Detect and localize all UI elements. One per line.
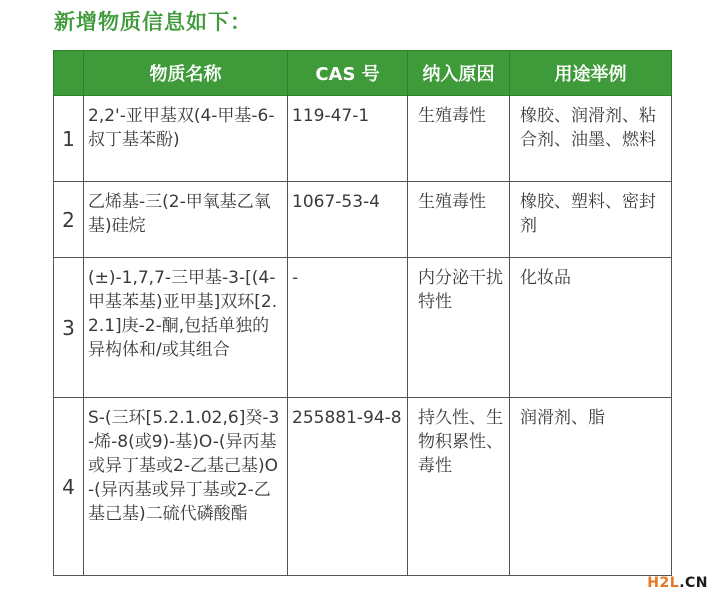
header-inclusion-reason: 纳入原因: [408, 51, 510, 96]
substance-name: 乙烯基-三(2-甲氧基乙氧基)硅烷: [84, 182, 288, 258]
table-row: [54, 398, 672, 576]
cas-number: 255881-94-8: [288, 398, 408, 576]
inclusion-reason: 生殖毒性: [408, 182, 510, 258]
header-index: [54, 51, 84, 96]
substance-name: 2,2'-亚甲基双(4-甲基-6-叔丁基苯酚): [84, 96, 288, 182]
watermark-part-b: .CN: [679, 575, 708, 591]
substance-name: S-(三环[5.2.1.02,6]癸-3-烯-8(或9)-基)O-(异丙基或异丁基或2-乙基己基)O-(异丙基或异丁基或2-乙基己基)二硫代磷酸酯: [84, 398, 288, 576]
row-number: 2: [54, 182, 84, 258]
header-substance-name: 物质名称: [84, 51, 288, 96]
table-row: [54, 258, 672, 398]
row-number: 4: [54, 398, 84, 576]
inclusion-reason: 内分泌干扰特性: [408, 258, 510, 398]
use-examples: 化妆品: [510, 258, 672, 398]
header-use-examples: 用途举例: [510, 51, 672, 96]
substance-name: (±)-1,7,7-三甲基-3-[(4-甲基苯基)亚甲基]双环[2.2.1]庚-2-酮,包括单独的异构体和/或其组合: [84, 258, 288, 398]
cas-number: 119-47-1: [288, 96, 408, 182]
table-row: [54, 182, 672, 258]
section-heading: 新增物质信息如下：: [54, 10, 252, 34]
use-examples: 橡胶、塑料、密封剂: [510, 182, 672, 258]
use-examples: 润滑剂、脂: [510, 398, 672, 576]
cas-number: -: [288, 258, 408, 398]
table-row: [54, 96, 672, 182]
site-watermark: [647, 575, 708, 591]
inclusion-reason: 生殖毒性: [408, 96, 510, 182]
header-cas-number: CAS 号: [288, 51, 408, 96]
watermark-part-a: H2L: [647, 575, 680, 591]
row-number: 3: [54, 258, 84, 398]
row-number: 1: [54, 96, 84, 182]
inclusion-reason: 持久性、生物积累性、毒性: [408, 398, 510, 576]
cas-number: 1067-53-4: [288, 182, 408, 258]
use-examples: 橡胶、润滑剂、粘合剂、油墨、燃料: [510, 96, 672, 182]
substance-table: [53, 50, 672, 576]
table-header-row: [54, 51, 672, 96]
